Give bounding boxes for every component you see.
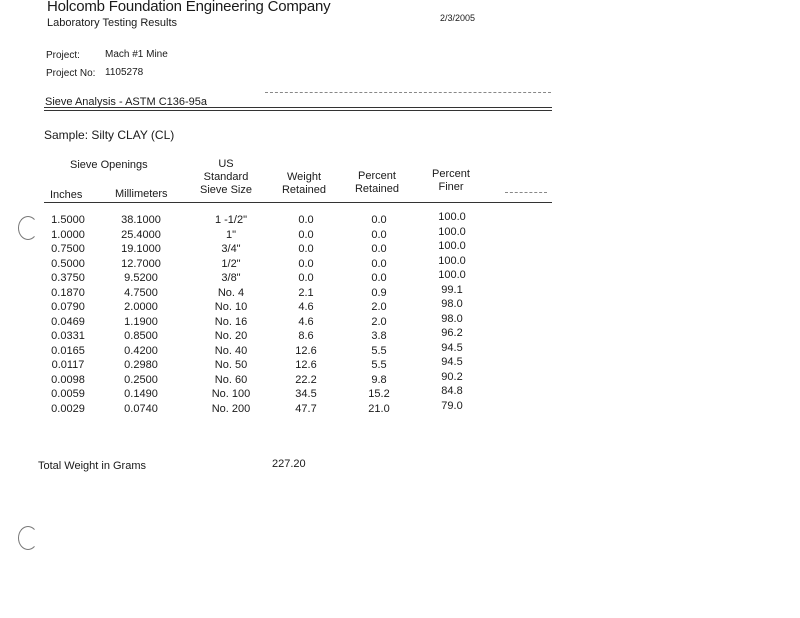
total-weight-value: 227.20 [272,458,306,470]
millimeters-cell: 2.0000 [124,301,158,313]
millimeters-cell: 12.7000 [121,257,161,270]
percent-retained-cell: 0.9 [371,286,387,299]
millimeters-cell: 0.0740 [124,402,158,415]
sieve-size-cell: No. 40 [214,344,248,357]
project-value: Mach #1 Mine [105,49,168,60]
weight-retained-cell: 0.0 [298,214,314,226]
millimeters-cell: 0.8500 [124,330,158,342]
inches-cell: 0.0469 [51,315,85,328]
percent-retained-cell: 5.5 [371,344,387,357]
punch-hole-icon [18,526,38,550]
percent-retained-cell: 21.0 [368,402,390,415]
percent-retained-cell: 0.0 [371,243,387,255]
inches-cell: 0.1870 [51,286,85,299]
percent-retained-cell: 0.0 [371,272,387,284]
sieve-size-cell: No. 16 [214,315,248,328]
percent-finer-cell: 100.0 [438,269,466,281]
header-sieve-openings: Sieve Openings [70,159,148,171]
weight-retained-cell: 4.6 [298,315,314,328]
report-date: 2/3/2005 [440,13,476,23]
weight-retained-cell: 12.6 [295,344,317,357]
percent-retained-cell: 3.8 [371,330,387,342]
inches-cell: 0.3750 [51,272,85,284]
millimeters-cell: 38.1000 [121,214,161,226]
project-no-label: Project No: [46,68,96,79]
millimeters-cell: 9.5200 [124,272,158,284]
millimeters-cell: 1.1900 [124,315,158,328]
inches-cell: 1.5000 [51,214,85,226]
header-inches: Inches [50,189,83,201]
table-header-rule [44,202,552,203]
percent-finer-cell: 96.2 [441,327,463,339]
percent-retained-cell: 9.8 [371,373,387,386]
percent-finer-cell: 94.5 [441,341,463,354]
inches-cell: 0.7500 [51,243,85,255]
percent-finer-cell: 98.0 [441,298,463,310]
inches-cell: 0.0165 [51,344,85,357]
percent-retained-cell: 2.0 [371,315,387,328]
header-percent-finer: Percent Finer [432,168,470,193]
weight-retained-cell: 0.0 [298,228,314,241]
sieve-size-cell: 3/4" [221,243,241,255]
weight-retained-cell: 2.1 [298,286,314,299]
inches-cell: 1.0000 [51,228,85,241]
weight-retained-cell: 34.5 [295,388,317,400]
inches-cell: 0.5000 [51,257,85,270]
company-name: Holcomb Foundation Engineering Company [47,0,331,15]
inches-cell: 0.0331 [51,330,85,342]
millimeters-cell: 0.2500 [124,373,158,386]
percent-retained-cell: 5.5 [371,359,387,371]
sieve-size-cell: No. 200 [211,402,251,415]
sieve-size-cell: No. 50 [214,359,248,371]
project-label: Project: [46,50,80,61]
millimeters-cell: 0.1490 [124,388,158,400]
millimeters-cell: 4.7500 [124,286,158,299]
total-weight-label: Total Weight in Grams [38,460,147,472]
sieve-size-cell: 1/2" [221,257,241,270]
punch-hole-icon [18,216,38,240]
percent-retained-cell: 0.0 [371,257,387,270]
weight-retained-cell: 8.6 [298,330,314,342]
sieve-size-cell: No. 4 [217,286,245,299]
percent-finer-cell: 79.0 [441,399,463,412]
sample-description: Sample: Silty CLAY (CL) [44,128,175,142]
sieve-size-cell: No. 20 [214,330,248,342]
section-title: Sieve Analysis - ASTM C136-95a [45,96,208,108]
header-us-standard: US Standard Sieve Size [200,158,252,196]
millimeters-cell: 25.4000 [121,228,161,241]
weight-retained-cell: 4.6 [298,301,314,313]
header-mark [505,192,547,193]
header-rule-top [265,92,551,93]
weight-retained-cell: 0.0 [298,243,314,255]
percent-finer-cell: 99.1 [441,283,463,296]
weight-retained-cell: 22.2 [295,373,317,386]
percent-finer-cell: 98.0 [441,312,463,325]
inches-cell: 0.0098 [51,373,85,386]
percent-finer-cell: 94.5 [441,356,463,368]
sieve-size-cell: No. 100 [211,388,251,400]
section-rule-1 [44,107,552,108]
percent-finer-cell: 84.8 [441,385,463,397]
percent-retained-cell: 15.2 [368,388,390,400]
millimeters-cell: 0.2980 [124,359,158,371]
weight-retained-cell: 12.6 [295,359,317,371]
percent-retained-cell: 0.0 [371,228,387,241]
inches-cell: 0.0029 [51,402,85,415]
inches-cell: 0.0790 [51,301,85,313]
report-subtitle: Laboratory Testing Results [47,17,178,29]
weight-retained-cell: 0.0 [298,257,314,270]
inches-cell: 0.0059 [51,388,85,400]
header-weight-retained: Weight Retained [281,171,327,196]
weight-retained-cell: 0.0 [298,272,314,284]
percent-finer-cell: 90.2 [441,370,463,383]
inches-cell: 0.0117 [51,359,85,371]
sieve-size-cell: 1 -1/2" [214,214,248,226]
weight-retained-cell: 47.7 [295,402,317,415]
section-rule-2 [44,110,552,111]
percent-retained-cell: 2.0 [371,301,387,313]
sieve-size-cell: No. 10 [214,301,248,313]
millimeters-cell: 0.4200 [124,344,158,357]
sieve-size-cell: No. 60 [214,373,248,386]
percent-finer-cell: 100.0 [438,240,466,252]
header-millimeters: Millimeters [115,188,168,200]
percent-finer-cell: 100.0 [438,254,466,267]
project-no-value: 1105278 [105,67,144,78]
percent-finer-cell: 100.0 [438,211,466,223]
percent-finer-cell: 100.0 [438,225,466,238]
header-percent-retained: Percent Retained [354,170,400,195]
sieve-size-cell: 3/8" [221,272,241,284]
percent-retained-cell: 0.0 [371,214,387,226]
millimeters-cell: 19.1000 [121,243,161,255]
sieve-size-cell: 1" [225,228,237,241]
